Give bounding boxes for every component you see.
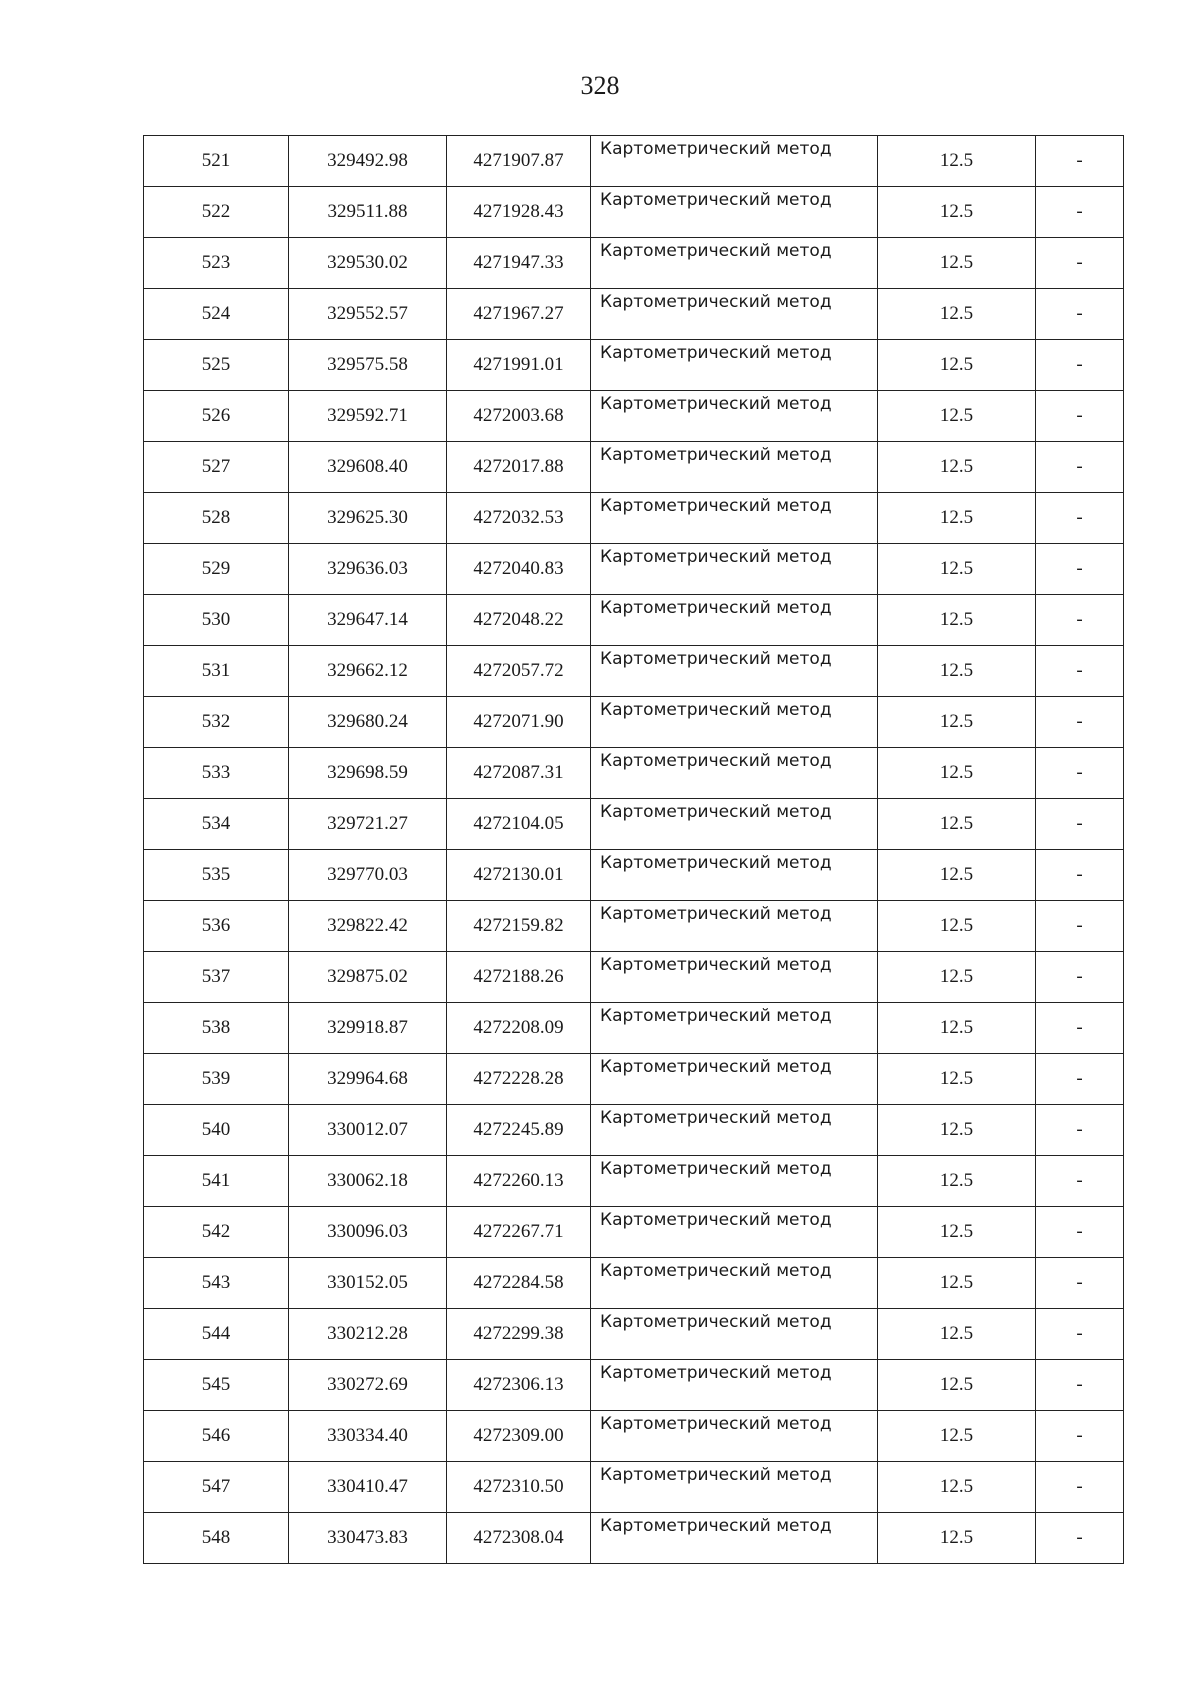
point-number-cell: 528 (144, 493, 289, 544)
method-cell: Картометрический метод (591, 1105, 878, 1156)
note-cell: - (1036, 595, 1124, 646)
table-row (144, 901, 1124, 952)
table-row (144, 1105, 1124, 1156)
table-row (144, 544, 1124, 595)
table-row (144, 1309, 1124, 1360)
note-cell: - (1036, 1309, 1124, 1360)
y-coordinate-cell: 4272188.26 (447, 952, 591, 1003)
table-row (144, 1462, 1124, 1513)
x-coordinate-cell: 329680.24 (289, 697, 447, 748)
x-coordinate-cell: 329770.03 (289, 850, 447, 901)
x-coordinate-cell: 329530.02 (289, 238, 447, 289)
method-cell: Картометрический метод (591, 1054, 878, 1105)
y-coordinate-cell: 4272309.00 (447, 1411, 591, 1462)
table-body (144, 136, 1124, 1564)
accuracy-cell: 12.5 (878, 544, 1036, 595)
x-coordinate-cell: 329964.68 (289, 1054, 447, 1105)
accuracy-cell: 12.5 (878, 1411, 1036, 1462)
note-cell: - (1036, 1105, 1124, 1156)
method-cell: Картометрический метод (591, 1462, 878, 1513)
point-number-cell: 544 (144, 1309, 289, 1360)
accuracy-cell: 12.5 (878, 850, 1036, 901)
point-number-cell: 541 (144, 1156, 289, 1207)
point-number-cell: 531 (144, 646, 289, 697)
note-cell: - (1036, 799, 1124, 850)
method-cell: Картометрический метод (591, 238, 878, 289)
point-number-cell: 537 (144, 952, 289, 1003)
accuracy-cell: 12.5 (878, 136, 1036, 187)
table-row (144, 1411, 1124, 1462)
accuracy-cell: 12.5 (878, 493, 1036, 544)
accuracy-cell: 12.5 (878, 1360, 1036, 1411)
table-row (144, 136, 1124, 187)
y-coordinate-cell: 4272267.71 (447, 1207, 591, 1258)
accuracy-cell: 12.5 (878, 442, 1036, 493)
point-number-cell: 539 (144, 1054, 289, 1105)
y-coordinate-cell: 4272308.04 (447, 1513, 591, 1564)
x-coordinate-cell: 330152.05 (289, 1258, 447, 1309)
x-coordinate-cell: 329608.40 (289, 442, 447, 493)
note-cell: - (1036, 1156, 1124, 1207)
table-row (144, 1156, 1124, 1207)
note-cell: - (1036, 1513, 1124, 1564)
point-number-cell: 542 (144, 1207, 289, 1258)
y-coordinate-cell: 4272310.50 (447, 1462, 591, 1513)
point-number-cell: 534 (144, 799, 289, 850)
x-coordinate-cell: 329575.58 (289, 340, 447, 391)
y-coordinate-cell: 4271991.01 (447, 340, 591, 391)
table-row (144, 952, 1124, 1003)
x-coordinate-cell: 329625.30 (289, 493, 447, 544)
y-coordinate-cell: 4272017.88 (447, 442, 591, 493)
accuracy-cell: 12.5 (878, 1309, 1036, 1360)
point-number-cell: 527 (144, 442, 289, 493)
method-cell: Картометрический метод (591, 901, 878, 952)
x-coordinate-cell: 330012.07 (289, 1105, 447, 1156)
method-cell: Картометрический метод (591, 442, 878, 493)
method-cell: Картометрический метод (591, 1411, 878, 1462)
method-cell: Картометрический метод (591, 1309, 878, 1360)
note-cell: - (1036, 136, 1124, 187)
y-coordinate-cell: 4271928.43 (447, 187, 591, 238)
point-number-cell: 532 (144, 697, 289, 748)
accuracy-cell: 12.5 (878, 1003, 1036, 1054)
y-coordinate-cell: 4272260.13 (447, 1156, 591, 1207)
point-number-cell: 522 (144, 187, 289, 238)
table-row (144, 595, 1124, 646)
y-coordinate-cell: 4272159.82 (447, 901, 591, 952)
accuracy-cell: 12.5 (878, 1156, 1036, 1207)
method-cell: Картометрический метод (591, 1258, 878, 1309)
table-row (144, 238, 1124, 289)
x-coordinate-cell: 330212.28 (289, 1309, 447, 1360)
table-row (144, 391, 1124, 442)
y-coordinate-cell: 4272228.28 (447, 1054, 591, 1105)
note-cell: - (1036, 493, 1124, 544)
note-cell: - (1036, 850, 1124, 901)
accuracy-cell: 12.5 (878, 391, 1036, 442)
accuracy-cell: 12.5 (878, 289, 1036, 340)
table-row (144, 850, 1124, 901)
method-cell: Картометрический метод (591, 595, 878, 646)
table-row (144, 1513, 1124, 1564)
x-coordinate-cell: 330334.40 (289, 1411, 447, 1462)
point-number-cell: 540 (144, 1105, 289, 1156)
point-number-cell: 535 (144, 850, 289, 901)
point-number-cell: 546 (144, 1411, 289, 1462)
note-cell: - (1036, 289, 1124, 340)
y-coordinate-cell: 4272071.90 (447, 697, 591, 748)
y-coordinate-cell: 4272299.38 (447, 1309, 591, 1360)
table-row (144, 289, 1124, 340)
y-coordinate-cell: 4272003.68 (447, 391, 591, 442)
x-coordinate-cell: 330062.18 (289, 1156, 447, 1207)
table-row (144, 1207, 1124, 1258)
x-coordinate-cell: 329552.57 (289, 289, 447, 340)
x-coordinate-cell: 329822.42 (289, 901, 447, 952)
point-number-cell: 538 (144, 1003, 289, 1054)
x-coordinate-cell: 330410.47 (289, 1462, 447, 1513)
accuracy-cell: 12.5 (878, 697, 1036, 748)
y-coordinate-cell: 4272057.72 (447, 646, 591, 697)
page-number: 328 (580, 71, 620, 100)
method-cell: Картометрический метод (591, 850, 878, 901)
note-cell: - (1036, 697, 1124, 748)
method-cell: Картометрический метод (591, 1207, 878, 1258)
note-cell: - (1036, 1360, 1124, 1411)
point-number-cell: 548 (144, 1513, 289, 1564)
table-row (144, 646, 1124, 697)
method-cell: Картометрический метод (591, 1003, 878, 1054)
note-cell: - (1036, 748, 1124, 799)
table-row (144, 1003, 1124, 1054)
note-cell: - (1036, 340, 1124, 391)
y-coordinate-cell: 4272245.89 (447, 1105, 591, 1156)
accuracy-cell: 12.5 (878, 1054, 1036, 1105)
table-row (144, 493, 1124, 544)
accuracy-cell: 12.5 (878, 646, 1036, 697)
y-coordinate-cell: 4272040.83 (447, 544, 591, 595)
x-coordinate-cell: 329875.02 (289, 952, 447, 1003)
table-row (144, 1054, 1124, 1105)
x-coordinate-cell: 329592.71 (289, 391, 447, 442)
table-row (144, 187, 1124, 238)
method-cell: Картометрический метод (591, 289, 878, 340)
note-cell: - (1036, 1003, 1124, 1054)
x-coordinate-cell: 330096.03 (289, 1207, 447, 1258)
x-coordinate-cell: 329492.98 (289, 136, 447, 187)
x-coordinate-cell: 329647.14 (289, 595, 447, 646)
accuracy-cell: 12.5 (878, 238, 1036, 289)
table-row (144, 799, 1124, 850)
point-number-cell: 530 (144, 595, 289, 646)
y-coordinate-cell: 4271967.27 (447, 289, 591, 340)
point-number-cell: 543 (144, 1258, 289, 1309)
point-number-cell: 526 (144, 391, 289, 442)
note-cell: - (1036, 1462, 1124, 1513)
y-coordinate-cell: 4272208.09 (447, 1003, 591, 1054)
accuracy-cell: 12.5 (878, 1513, 1036, 1564)
method-cell: Картометрический метод (591, 187, 878, 238)
accuracy-cell: 12.5 (878, 1462, 1036, 1513)
point-number-cell: 533 (144, 748, 289, 799)
y-coordinate-cell: 4271907.87 (447, 136, 591, 187)
y-coordinate-cell: 4271947.33 (447, 238, 591, 289)
note-cell: - (1036, 187, 1124, 238)
x-coordinate-cell: 329918.87 (289, 1003, 447, 1054)
method-cell: Картометрический метод (591, 391, 878, 442)
accuracy-cell: 12.5 (878, 799, 1036, 850)
note-cell: - (1036, 901, 1124, 952)
accuracy-cell: 12.5 (878, 1207, 1036, 1258)
accuracy-cell: 12.5 (878, 1105, 1036, 1156)
point-number-cell: 525 (144, 340, 289, 391)
note-cell: - (1036, 1054, 1124, 1105)
method-cell: Картометрический метод (591, 646, 878, 697)
note-cell: - (1036, 1207, 1124, 1258)
point-number-cell: 536 (144, 901, 289, 952)
note-cell: - (1036, 442, 1124, 493)
accuracy-cell: 12.5 (878, 340, 1036, 391)
method-cell: Картометрический метод (591, 340, 878, 391)
accuracy-cell: 12.5 (878, 595, 1036, 646)
method-cell: Картометрический метод (591, 544, 878, 595)
y-coordinate-cell: 4272284.58 (447, 1258, 591, 1309)
method-cell: Картометрический метод (591, 697, 878, 748)
x-coordinate-cell: 329662.12 (289, 646, 447, 697)
y-coordinate-cell: 4272130.01 (447, 850, 591, 901)
table-row (144, 748, 1124, 799)
y-coordinate-cell: 4272306.13 (447, 1360, 591, 1411)
y-coordinate-cell: 4272032.53 (447, 493, 591, 544)
note-cell: - (1036, 391, 1124, 442)
x-coordinate-cell: 329511.88 (289, 187, 447, 238)
method-cell: Картометрический метод (591, 1360, 878, 1411)
y-coordinate-cell: 4272048.22 (447, 595, 591, 646)
point-number-cell: 521 (144, 136, 289, 187)
method-cell: Картометрический метод (591, 952, 878, 1003)
method-cell: Картометрический метод (591, 1513, 878, 1564)
note-cell: - (1036, 238, 1124, 289)
y-coordinate-cell: 4272087.31 (447, 748, 591, 799)
table-row (144, 1360, 1124, 1411)
x-coordinate-cell: 329721.27 (289, 799, 447, 850)
table-row (144, 442, 1124, 493)
x-coordinate-cell: 329698.59 (289, 748, 447, 799)
table-row (144, 340, 1124, 391)
point-number-cell: 547 (144, 1462, 289, 1513)
method-cell: Картометрический метод (591, 1156, 878, 1207)
y-coordinate-cell: 4272104.05 (447, 799, 591, 850)
note-cell: - (1036, 1411, 1124, 1462)
accuracy-cell: 12.5 (878, 748, 1036, 799)
accuracy-cell: 12.5 (878, 952, 1036, 1003)
point-number-cell: 523 (144, 238, 289, 289)
method-cell: Картометрический метод (591, 136, 878, 187)
accuracy-cell: 12.5 (878, 901, 1036, 952)
x-coordinate-cell: 330473.83 (289, 1513, 447, 1564)
table-row (144, 1258, 1124, 1309)
table-row (144, 697, 1124, 748)
note-cell: - (1036, 646, 1124, 697)
coordinates-table (143, 135, 1124, 1564)
note-cell: - (1036, 1258, 1124, 1309)
method-cell: Картометрический метод (591, 493, 878, 544)
x-coordinate-cell: 330272.69 (289, 1360, 447, 1411)
point-number-cell: 524 (144, 289, 289, 340)
accuracy-cell: 12.5 (878, 187, 1036, 238)
x-coordinate-cell: 329636.03 (289, 544, 447, 595)
method-cell: Картометрический метод (591, 748, 878, 799)
point-number-cell: 545 (144, 1360, 289, 1411)
method-cell: Картометрический метод (591, 799, 878, 850)
note-cell: - (1036, 952, 1124, 1003)
point-number-cell: 529 (144, 544, 289, 595)
note-cell: - (1036, 544, 1124, 595)
accuracy-cell: 12.5 (878, 1258, 1036, 1309)
